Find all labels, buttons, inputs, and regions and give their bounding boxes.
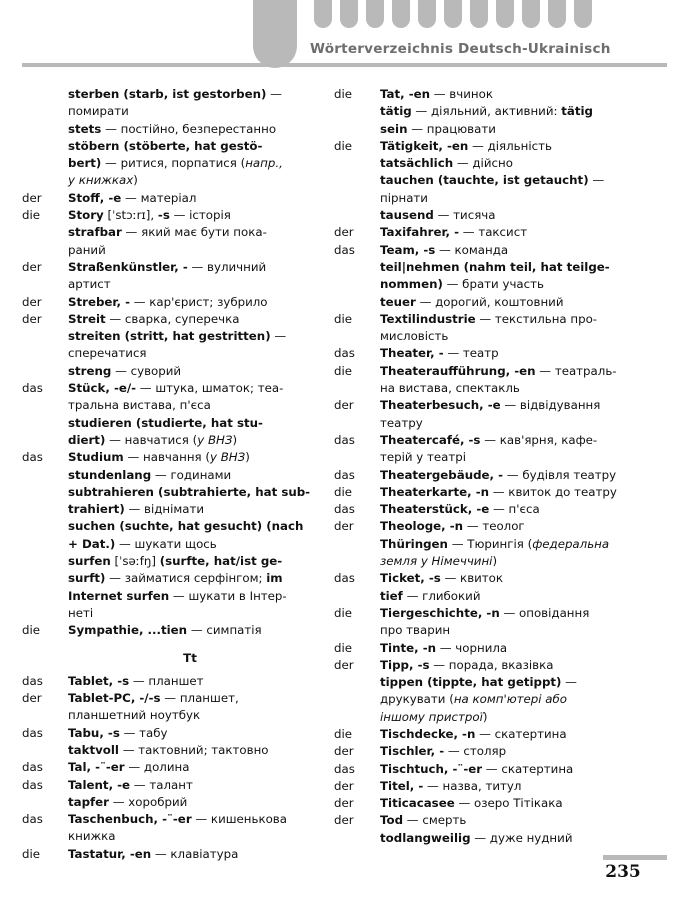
entry-article (334, 536, 380, 571)
header-tab (444, 0, 462, 28)
dictionary-entry (334, 761, 646, 778)
dictionary-entry (22, 449, 312, 466)
entry-article: das (22, 777, 43, 792)
entry-list-s (22, 86, 312, 640)
entry-article (334, 588, 380, 605)
dictionary-entry (22, 328, 312, 363)
dictionary-entry (334, 743, 646, 760)
entry-text: Theatergebäude, - — будівля театру (380, 467, 617, 482)
entry-text: Theateraufführung, -en — театраль- на вистава, спектакль (380, 363, 617, 396)
entry-article (22, 363, 68, 380)
entry-article: die (22, 623, 41, 638)
dictionary-entry (334, 259, 646, 294)
dictionary-entry (334, 397, 646, 432)
entry-article: der (334, 657, 354, 672)
dictionary-entry (334, 103, 646, 138)
entry-text: Stück, -e/- — штука, шматок; теа- тральна вистава, п'єса (68, 381, 284, 413)
dictionary-entry (22, 190, 312, 207)
entry-article (22, 121, 68, 138)
dictionary-entry (22, 725, 312, 742)
dictionary-entry (334, 172, 646, 207)
entry-text: Tat, -en — вчинок (380, 87, 493, 101)
dictionary-entry (334, 363, 646, 398)
entry-text: Story [ˈstɔːrɪ], -s — історія (68, 208, 231, 223)
entry-text: sterben (starb, ist gestorben) — помирати (68, 87, 282, 119)
dictionary-entry (334, 155, 646, 172)
dictionary-entry (334, 484, 646, 501)
entry-text: stets — постійно, безперестанно (68, 121, 277, 136)
entry-text: Studium — навчання (у ВНЗ) (68, 450, 250, 465)
entry-article (22, 484, 68, 519)
entry-article (22, 224, 68, 259)
entry-text: Tablet-PC, -/-s — планшет, планшетний ноутбук (68, 691, 239, 723)
entry-text: Textilindustrie — текстильна про- мисловість (380, 311, 598, 344)
entry-article (334, 172, 380, 207)
left-column (22, 86, 312, 863)
entry-text: Stoff, -e — матеріал (68, 190, 197, 205)
dictionary-entry (22, 138, 312, 190)
entry-article (334, 830, 380, 847)
header-tab (496, 0, 514, 28)
entry-text: Sympathie, ...tien — симпатія (68, 623, 262, 638)
dictionary-entry (22, 363, 312, 380)
entry-list-t (22, 673, 312, 863)
dictionary-entry (334, 588, 646, 605)
dictionary-entry (22, 794, 312, 811)
entry-article (22, 86, 68, 121)
entry-text: tippen (tippte, hat getippt) — друкувати (на комп'ютері або іншому пристрої) (380, 675, 577, 724)
dictionary-entry (22, 622, 312, 639)
dictionary-entry (22, 311, 312, 328)
dictionary-entry (334, 86, 646, 103)
header-tab (522, 0, 540, 28)
entry-article: das (334, 467, 355, 482)
entry-text: Tipp, -s — порада, вказівка (380, 657, 554, 672)
dictionary-entry (334, 830, 646, 847)
entry-text: todlangweilig — дуже нудний (380, 830, 573, 845)
entry-article (22, 328, 68, 363)
entry-article (22, 415, 68, 450)
entry-text: Theaterbesuch, -e — відвідування театру (380, 398, 601, 430)
entry-article: der (22, 190, 42, 205)
entry-article: die (22, 208, 41, 223)
dictionary-entry (22, 207, 312, 224)
dictionary-entry (334, 311, 646, 346)
dictionary-entry (22, 484, 312, 519)
entry-article: das (334, 346, 355, 361)
entry-article: das (334, 242, 355, 257)
dictionary-entry (334, 467, 646, 484)
entry-text: Thüringen — Тюрингія (федеральна земля у Німеччині) (380, 536, 610, 569)
entry-text: Taxifahrer, - — таксист (380, 225, 528, 240)
dictionary-entry (22, 259, 312, 294)
entry-article (334, 155, 380, 172)
entry-article: der (334, 796, 354, 811)
dictionary-entry (334, 778, 646, 795)
header-tab (314, 0, 332, 28)
entry-text: Tischdecke, -n — скатертина (380, 726, 567, 741)
entry-text: stöbern (stöberte, hat gestö- bert) — ритися, порпатися (напр., у книжках) (68, 138, 283, 188)
entry-text: Tabu, -s — табу (68, 725, 168, 740)
dictionary-entry (334, 207, 646, 224)
entry-text: Titel, - — назва, титул (380, 778, 522, 793)
entry-article: das (22, 812, 43, 827)
dictionary-entry (22, 86, 312, 121)
entry-text: Streber, - — кар'єрист; зубрило (68, 294, 268, 309)
entry-text: stundenlang — годинами (68, 467, 232, 482)
header-tab (470, 0, 488, 28)
page-number: 235 (605, 862, 641, 882)
dictionary-entry (22, 415, 312, 450)
dictionary-entry (334, 501, 646, 518)
entry-text: tapfer — хоробрий (68, 794, 188, 809)
dictionary-entry (334, 570, 646, 587)
entry-article: das (22, 725, 43, 740)
entry-article: die (334, 726, 353, 741)
entry-text: Tablet, -s — планшет (68, 673, 204, 688)
entry-article: der (22, 691, 42, 706)
entry-text: strafbar — який має бути пока- раний (68, 225, 267, 257)
entry-article: das (334, 432, 355, 447)
entry-article: der (334, 398, 354, 413)
entry-text: Theaterkarte, -n — квиток до театру (380, 484, 617, 499)
entry-text: suchen (suchte, hat gesucht) (nach + Dat.) — шукати щось (68, 519, 304, 551)
entry-text: Tal, -¨-er — долина (68, 760, 190, 775)
dictionary-entry (22, 777, 312, 794)
header-tab (366, 0, 384, 28)
dictionary-entry (334, 518, 646, 535)
dictionary-entry (334, 536, 646, 571)
entry-text: Tätigkeit, -en — діяльність (380, 138, 552, 153)
dictionary-entry (22, 846, 312, 863)
entry-text: teil|nehmen (nahm teil, hat teilge- nommen) — брати участь (380, 259, 610, 292)
entry-article (334, 294, 380, 311)
header-tab (548, 0, 566, 28)
dictionary-entry (22, 690, 312, 725)
entry-article: der (22, 294, 42, 309)
dictionary-entry (22, 467, 312, 484)
dictionary-entry (334, 674, 646, 726)
entry-text: tätig — діяльний, активний: tätig sein — працювати (380, 104, 593, 136)
dictionary-entry (22, 673, 312, 690)
entry-list-t-continued (334, 86, 646, 847)
dictionary-entry (22, 518, 312, 553)
entry-article (334, 259, 380, 294)
entry-text: Tod — смерть (380, 813, 467, 828)
entry-article: die (22, 846, 41, 861)
footer-rule (603, 855, 667, 860)
entry-article (334, 674, 380, 726)
dictionary-entry (334, 657, 646, 674)
entry-article (22, 553, 68, 622)
entry-text: Tastatur, -en — клавіатура (68, 846, 239, 861)
entry-article: die (334, 484, 353, 499)
entry-text: tief — глибокий (380, 588, 481, 603)
entry-article (22, 467, 68, 484)
page-header-title: Wörterverzeichnis Deutsch-Ukrainisch (310, 41, 611, 57)
header-tab (418, 0, 436, 28)
entry-text: tausend — тисяча (380, 208, 496, 223)
header-tab (340, 0, 358, 28)
dictionary-entry (334, 242, 646, 259)
entry-article: die (334, 311, 353, 326)
entry-article: das (334, 761, 355, 776)
dictionary-entry (334, 640, 646, 657)
dictionary-entry (334, 345, 646, 362)
entry-article: die (334, 138, 353, 153)
entry-article (22, 794, 68, 811)
entry-text: tauchen (tauchte, ist getaucht) — пірнати (380, 173, 605, 205)
entry-article (22, 742, 68, 759)
dictionary-entry (22, 553, 312, 622)
letter-heading: Tt (183, 650, 197, 665)
header-tab (392, 0, 410, 28)
entry-text: studieren (studierte, hat stu- diert) — навчатися (у ВНЗ) (68, 415, 263, 447)
entry-article (22, 518, 68, 553)
dictionary-entry (334, 605, 646, 640)
entry-text: tatsächlich — дійсно (380, 156, 513, 171)
dictionary-entry (22, 811, 312, 846)
dictionary-entry (334, 224, 646, 241)
entry-article: das (22, 760, 43, 775)
entry-text: Straßenkünstler, - — вуличний артист (68, 259, 267, 292)
entry-text: taktvoll — тактовний; тактовно (68, 742, 269, 757)
entry-article: der (334, 744, 354, 759)
entry-article (334, 103, 380, 138)
entry-article (334, 207, 380, 224)
dictionary-entry (334, 294, 646, 311)
entry-text: Tinte, -n — чорнила (380, 640, 508, 655)
entry-article: das (22, 450, 43, 465)
entry-text: surfen [ˈsəːfŋ] (surfte, hat/ist ge- surft) — займатися серфінгом; im Internet surfen — шукати в Інтер- неті (68, 554, 287, 620)
entry-article: die (334, 605, 353, 620)
entry-article: der (22, 259, 42, 274)
entry-article (22, 138, 68, 190)
entry-text: subtrahieren (subtrahierte, hat sub- trahiert) — віднімати (68, 484, 311, 517)
entry-text: Theater, - — театр (380, 346, 499, 361)
header-tab-large (253, 0, 297, 68)
entry-text: Tiergeschichte, -n — оповідання про тварин (380, 605, 590, 638)
dictionary-entry (334, 795, 646, 812)
entry-text: Tischler, - — столяр (380, 744, 507, 759)
dictionary-entry (334, 812, 646, 829)
entry-text: streiten (stritt, hat gestritten) — сперечатися (68, 329, 287, 361)
entry-article: der (22, 311, 42, 326)
dictionary-entry (334, 726, 646, 743)
entry-text: Taschenbuch, -¨-er — кишенькова книжка (68, 812, 287, 844)
entry-article: das (22, 381, 43, 396)
entry-article: die (334, 363, 353, 378)
dictionary-entry (22, 224, 312, 259)
header-tab (574, 0, 592, 28)
entry-text: Streit — сварка, суперечка (68, 311, 240, 326)
dictionary-entry (22, 121, 312, 138)
entry-article: der (334, 778, 354, 793)
dictionary-entry (22, 380, 312, 415)
entry-article: der (334, 519, 354, 534)
entry-article: die (334, 87, 353, 101)
dictionary-entry (22, 759, 312, 776)
entry-text: Tischtuch, -¨-er — скатертина (380, 761, 574, 776)
entry-text: Theatercafé, -s — кав'ярня, кафе- терій у театрі (380, 432, 598, 465)
dictionary-entry (334, 432, 646, 467)
dictionary-entry (334, 138, 646, 155)
entry-article: die (334, 640, 353, 655)
header-rule-left (22, 63, 312, 67)
entry-article: das (22, 673, 43, 688)
entry-text: Titicacasee — озеро Тітікака (380, 796, 563, 811)
dictionary-entry (22, 742, 312, 759)
entry-article: das (334, 571, 355, 586)
dictionary-entry (22, 294, 312, 311)
entry-text: Team, -s — команда (380, 242, 509, 257)
entry-text: teuer — дорогий, коштовний (380, 294, 564, 309)
entry-text: Theologe, -n — теолог (380, 519, 525, 534)
entry-text: Theaterstück, -e — п'єса (380, 502, 540, 517)
entry-article: der (334, 813, 354, 828)
entry-text: Talent, -e — талант (68, 777, 193, 792)
entry-text: streng — суворий (68, 363, 182, 378)
entry-article: der (334, 225, 354, 240)
header-rule-right (312, 63, 667, 67)
right-column (334, 86, 646, 847)
entry-text: Ticket, -s — квиток (380, 571, 504, 586)
entry-article: das (334, 502, 355, 517)
